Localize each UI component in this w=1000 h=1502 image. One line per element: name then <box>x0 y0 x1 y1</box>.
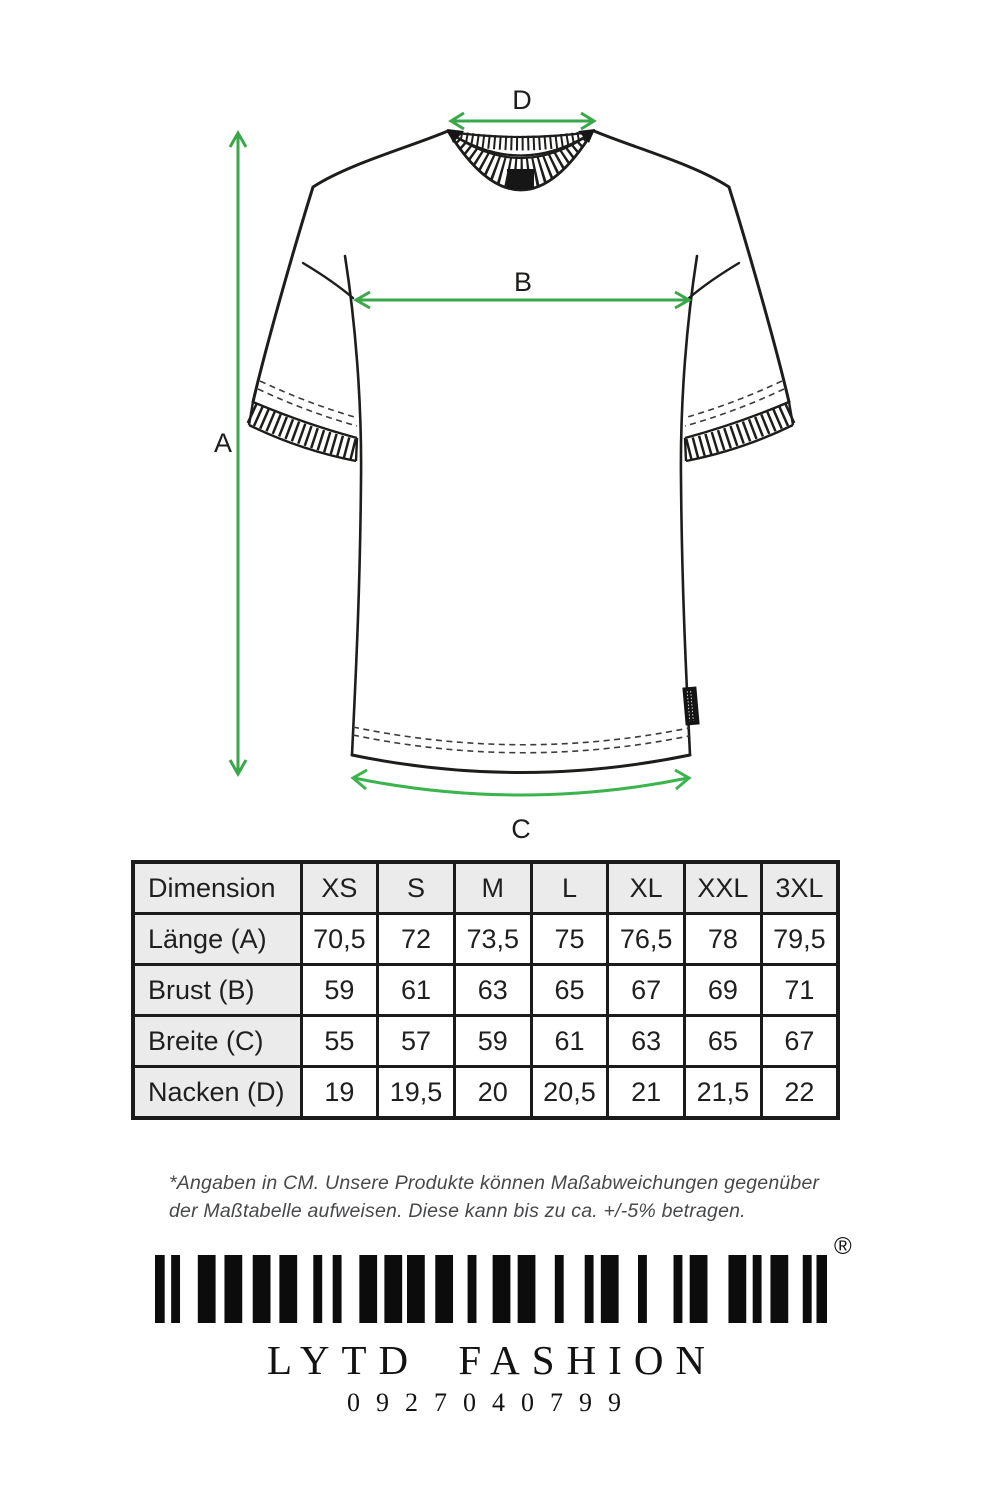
label-B: B <box>513 267 533 297</box>
table-row-brust <box>133 965 838 1016</box>
cell-value: 20,5 <box>531 1067 608 1119</box>
disclaimer-text <box>169 1170 849 1225</box>
cell-value: 59 <box>454 1016 531 1067</box>
barcode-bar <box>279 1255 297 1323</box>
disclaimer-line-2: der Maßtabelle aufweisen. Diese kann bis zu ca. +/-5% betragen. <box>169 1199 746 1222</box>
cell-value: 67 <box>608 965 685 1016</box>
table-row-nacken <box>133 1067 838 1119</box>
barcode-bar <box>155 1255 165 1323</box>
col-header-dimension: Dimension <box>133 862 301 914</box>
barcode-bar <box>817 1255 828 1323</box>
collar <box>447 129 595 190</box>
col-header-m: M <box>454 862 531 914</box>
cell-value: 22 <box>761 1067 838 1119</box>
col-header-xxl: XXL <box>685 862 762 914</box>
cell-value: 57 <box>378 1016 455 1067</box>
barcode-bar <box>770 1255 788 1323</box>
barcode-bar <box>585 1255 594 1323</box>
cell-value: 63 <box>454 965 531 1016</box>
label-C: C <box>511 814 531 844</box>
cell-value: 75 <box>531 914 608 965</box>
barcode-bar <box>803 1255 812 1323</box>
col-header-xl: XL <box>608 862 685 914</box>
barcode-bar <box>253 1255 271 1323</box>
brand-name: LYTD FASHION <box>266 1337 718 1383</box>
table-row-laenge <box>133 914 838 965</box>
col-header-l: L <box>531 862 608 914</box>
cell-value: 65 <box>531 965 608 1016</box>
cell-value: 65 <box>685 1016 762 1067</box>
measure-arrows <box>230 113 689 795</box>
arrow-A-length <box>230 133 246 774</box>
barcode-bar <box>753 1255 762 1323</box>
neck-label-tag <box>507 169 534 189</box>
barcode-bar <box>224 1255 242 1323</box>
hem-curve <box>352 755 690 773</box>
table-row-breite <box>133 1016 838 1067</box>
cell-value: 59 <box>301 965 378 1016</box>
barcode-bar <box>435 1255 453 1323</box>
barcode-bar <box>638 1255 647 1323</box>
row-label-nacken: Nacken (D) <box>133 1067 301 1119</box>
cell-value: 76,5 <box>608 914 685 965</box>
col-header-s: S <box>378 862 455 914</box>
cell-value: 73,5 <box>454 914 531 965</box>
disclaimer-line-1: *Angaben in CM. Unsere Produkte können Maßabweichungen gegenüber <box>169 1172 820 1194</box>
cell-value: 72 <box>378 914 455 965</box>
label-A: A <box>213 428 232 458</box>
barcode-bar <box>555 1255 564 1323</box>
barcode-bar <box>728 1255 746 1323</box>
col-header-3xl: 3XL <box>761 862 838 914</box>
barcode <box>155 1255 827 1323</box>
barcode-bar <box>384 1255 402 1323</box>
barcode-bar <box>171 1255 180 1323</box>
cell-value: 21 <box>608 1067 685 1119</box>
cell-value: 19,5 <box>378 1067 455 1119</box>
barcode-bar <box>493 1255 511 1323</box>
barcode-bar <box>518 1255 536 1323</box>
barcode-bar <box>359 1255 377 1323</box>
size-table-header-row <box>133 862 838 914</box>
cell-value: 61 <box>378 965 455 1016</box>
label-D: D <box>512 85 532 115</box>
cell-value: 21,5 <box>685 1067 762 1119</box>
barcode-bar <box>468 1255 477 1323</box>
cell-value: 19 <box>301 1067 378 1119</box>
cuff-right <box>685 402 793 461</box>
barcode-bar <box>313 1255 322 1323</box>
barcode-bar <box>407 1255 425 1323</box>
row-label-laenge: Länge (A) <box>133 914 301 965</box>
row-label-breite: Breite (C) <box>133 1016 301 1067</box>
barcode-bar <box>690 1255 708 1323</box>
cell-value: 79,5 <box>761 914 838 965</box>
cell-value: 63 <box>608 1016 685 1067</box>
tshirt-outline <box>253 131 789 773</box>
cell-value: 70,5 <box>301 914 378 965</box>
row-label-brust: Brust (B) <box>133 965 301 1016</box>
cell-value: 78 <box>685 914 762 965</box>
cell-value: 61 <box>531 1016 608 1067</box>
col-header-xs: XS <box>301 862 378 914</box>
side-seam-tag <box>682 686 699 725</box>
barcode-bar <box>333 1255 342 1323</box>
barcode-digits: 0927040799 <box>347 1388 637 1417</box>
cell-value: 55 <box>301 1016 378 1067</box>
size-table <box>131 860 840 1120</box>
registered-trademark-symbol: ® <box>834 1233 852 1260</box>
cell-value: 71 <box>761 965 838 1016</box>
barcode-bar <box>674 1255 683 1323</box>
armhole-seam-right <box>689 263 739 298</box>
armhole-seam-left <box>303 263 353 298</box>
cell-value: 67 <box>761 1016 838 1067</box>
arrow-D-neck <box>451 113 594 129</box>
barcode-bar <box>198 1255 216 1323</box>
cuff-left <box>249 402 357 461</box>
barcode-bar <box>601 1255 619 1323</box>
cell-value: 20 <box>454 1067 531 1119</box>
cell-value: 69 <box>685 965 762 1016</box>
